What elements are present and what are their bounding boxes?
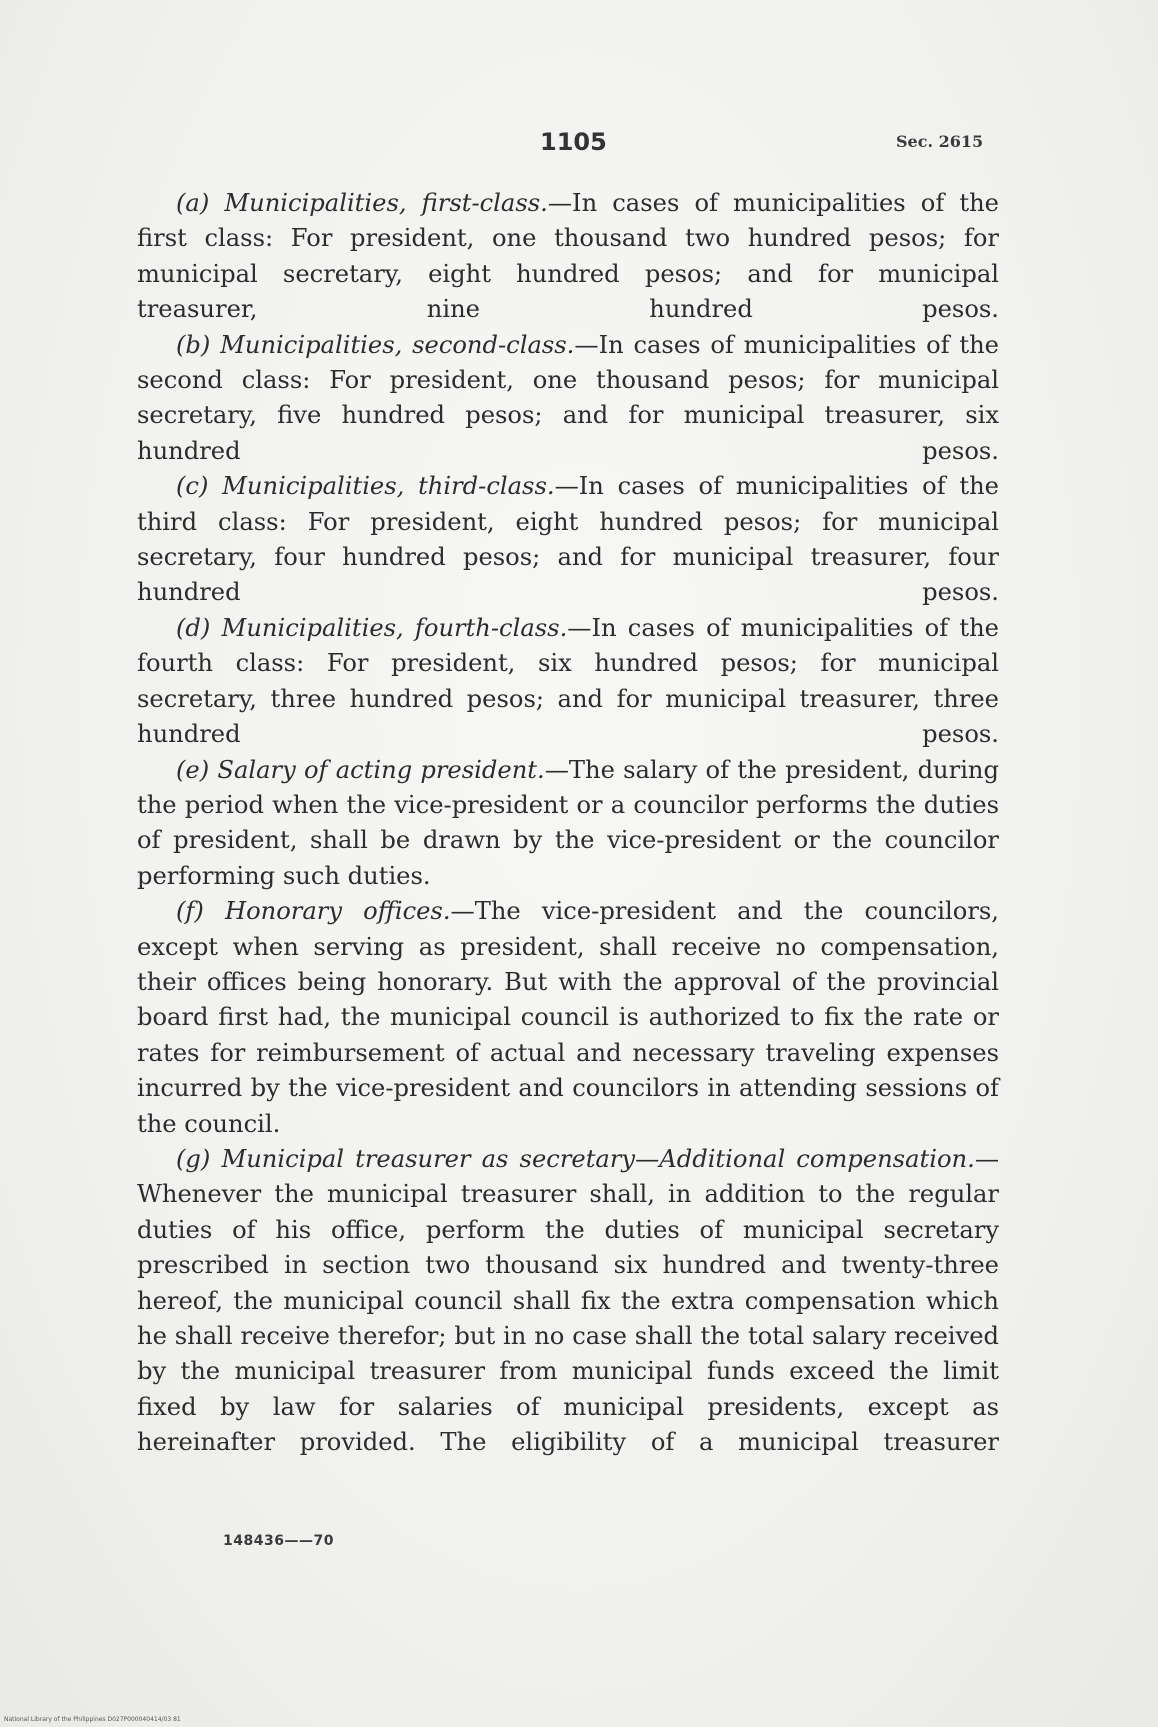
paragraph-g-heading: (g) Municipal treasurer as secretary—Additional compensation. — [176, 1144, 975, 1173]
section-reference: Sec. 2615 — [896, 132, 984, 151]
paragraph-c — [137, 469, 999, 611]
paragraph-e-text: —The salary of the president, during the period when the vice-president or a councilor performs the duties of president, shall be drawn by the vice-president or the councilor performing such duties. — [137, 755, 999, 890]
print-signature: 148436——70 — [223, 1533, 334, 1549]
paragraph-c-text: —In cases of municipalities of the third class: For president, eight hundred pesos; for municipal secretary, four hundred pesos; and for municipal treasurer, four hundred pesos. — [137, 472, 999, 607]
paragraph-b-heading: (b) Municipalities, second-class. — [176, 330, 575, 359]
paragraph-d-text: —In cases of municipalities of the fourth class: For president, six hundred pesos; for municipal secretary, three hundred pesos; and for municipal treasurer, three hundred pesos. — [137, 613, 999, 749]
paragraph-g-text: —Whenever the municipal treasurer shall, in addition to the regular duties of his office, perform the duties of municipal secretary prescribed in section two thousand six hundred and twenty-three hereof, the municipal council shall fix the extra compensation which he shall receive therefor; but in no case shall the total salary received by the municipal treasurer from municipal funds exceed the limit fixed by law for salaries of municipal presidents, except as hereinafter provided. The eligibility of a municipal treasurer — [137, 1144, 999, 1457]
paragraph-b — [137, 328, 999, 470]
page-number: 1105 — [540, 128, 607, 156]
paragraph-f — [137, 894, 999, 1142]
paragraph-a-text: —In cases of municipalities of the first class: For president, one thousand two hundred pesos; for municipal secretary, eight hundred pesos; and for municipal treasurer, nine hundred pesos. — [137, 189, 999, 324]
paragraph-f-text: —The vice-president and the councilors, except when serving as president, shall receive no compensation, their offices being honorary. But with the approval of the provincial board first had, the municipal council is authorized to fix the rate or rates for reimbursement of actual and necessary traveling expenses incurred by the vice-president and councilors in attending sessions of the council. — [137, 897, 999, 1138]
paragraph-e — [137, 753, 999, 895]
paragraph-b-text: —In cases of municipalities of the second class: For president, one thousand pesos; for municipal secretary, five hundred pesos; and for municipal treasurer, six hundred pesos. — [137, 330, 999, 465]
paragraph-f-heading: (f) Honorary offices. — [176, 897, 451, 926]
paragraph-a — [137, 186, 999, 328]
body-text — [137, 186, 999, 1461]
paragraph-a-heading: (a) Municipalities, first-class. — [176, 189, 548, 217]
paragraph-e-heading: (e) Salary of acting president. — [176, 755, 545, 784]
paragraph-g — [137, 1142, 999, 1461]
paragraph-d — [137, 611, 999, 753]
paragraph-c-heading: (c) Municipalities, third-class. — [176, 472, 555, 501]
page-header — [0, 128, 1158, 168]
scan-credit: National Library of the Philippines D027P000040414/03 81 — [4, 1716, 181, 1723]
paragraph-d-heading: (d) Municipalities, fourth-class. — [176, 613, 568, 642]
